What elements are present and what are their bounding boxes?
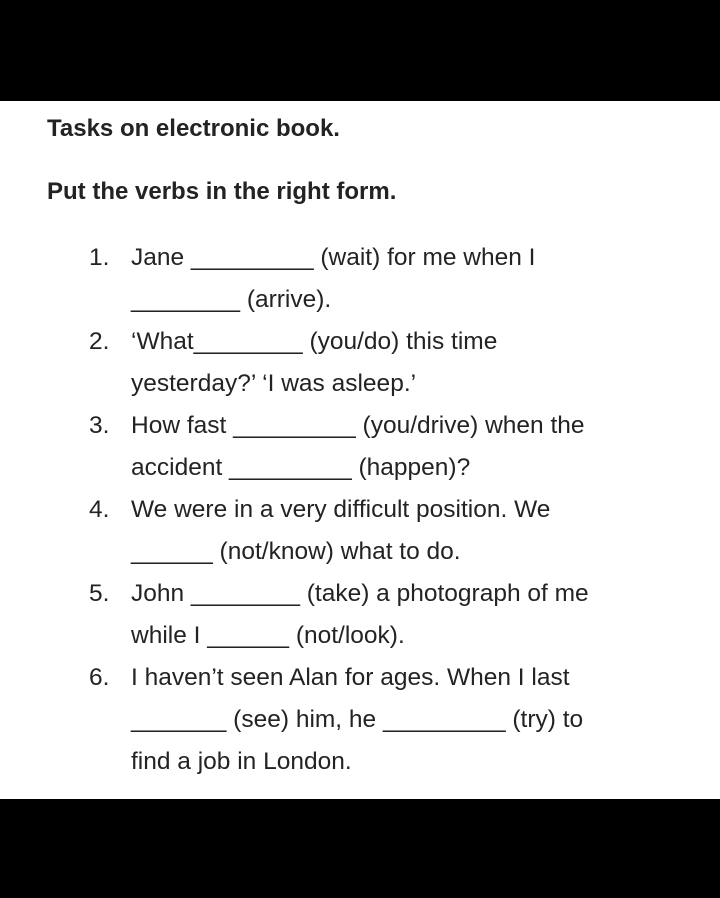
- item-line: find a job in London.: [131, 748, 352, 775]
- item-number: 6.: [89, 664, 110, 691]
- item-line: We were in a very difficult position. We: [131, 496, 551, 523]
- bottom-black-bar: [0, 799, 720, 898]
- item-line: Jane _________ (wait) for me when I: [131, 244, 536, 271]
- top-black-bar: [0, 0, 720, 101]
- item-line: ‘What________ (you/do) this time: [131, 328, 498, 355]
- item-line: I haven’t seen Alan for ages. When I last: [131, 664, 570, 691]
- item-number: 2.: [89, 328, 110, 355]
- item-line: ________ (arrive).: [131, 286, 332, 313]
- page-title: Tasks on electronic book.: [47, 115, 340, 142]
- item-line: yesterday?’ ‘I was asleep.’: [131, 370, 417, 397]
- item-number: 1.: [89, 244, 110, 271]
- instruction-heading: Put the verbs in the right form.: [47, 178, 397, 205]
- item-line: while I ______ (not/look).: [131, 622, 405, 649]
- item-number: 4.: [89, 496, 110, 523]
- item-line: accident _________ (happen)?: [131, 454, 471, 481]
- item-line: ______ (not/know) what to do.: [131, 538, 461, 565]
- item-line: _______ (see) him, he _________ (try) to: [131, 706, 584, 733]
- item-line: How fast _________ (you/drive) when the: [131, 412, 585, 439]
- item-number: 5.: [89, 580, 110, 607]
- worksheet-page: [0, 101, 720, 799]
- item-line: John ________ (take) a photograph of me: [131, 580, 589, 607]
- item-number: 3.: [89, 412, 110, 439]
